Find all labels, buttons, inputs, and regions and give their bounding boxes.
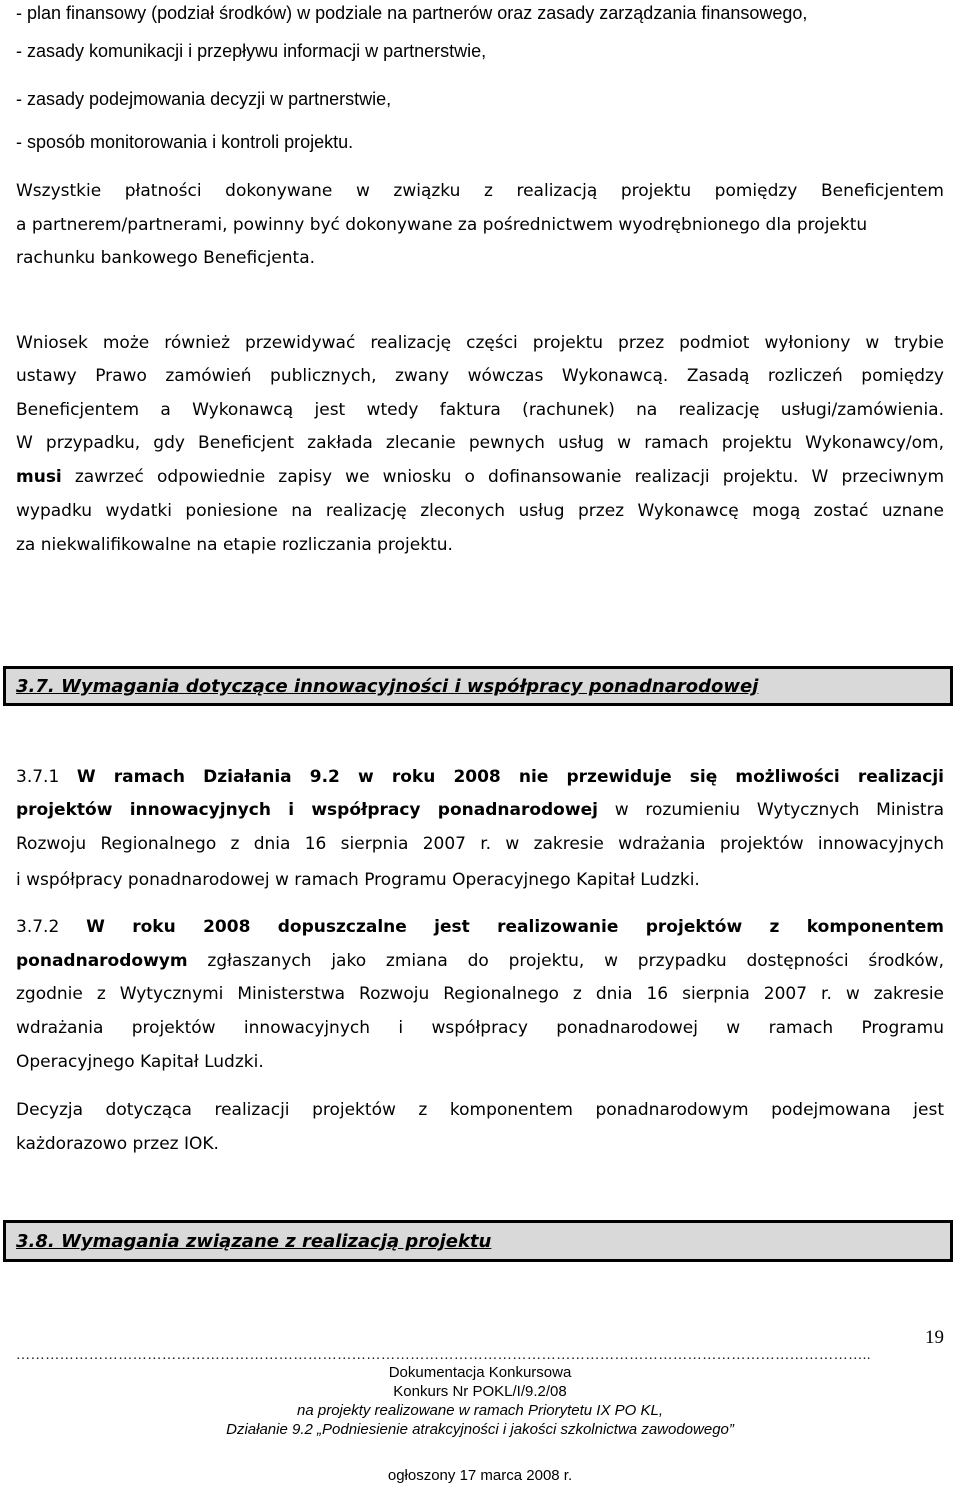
footer-line: Dokumentacja Konkursowa	[388, 1364, 572, 1381]
list-item: - zasady komunikacji i przepływu informacji w partnerstwie,	[16, 41, 487, 61]
footer-divider: …………………………………………………………………………………………………………………………………………………………..	[16, 1348, 871, 1363]
section-number: 3.7.1	[16, 767, 60, 787]
emphasis-text: W ramach Działania 9.2 w roku 2008 nie przewiduje się możliwości realizacji	[76, 767, 944, 787]
footer-line: Konkurs Nr POKL/I/9.2/08	[393, 1383, 567, 1400]
paragraph-line: i współpracy ponadnarodowej w ramach Programu Operacyjnego Kapitał Ludzki.	[16, 870, 700, 890]
paragraph-line: rachunku bankowego Beneficjenta.	[16, 248, 316, 268]
paragraph-line: Wniosek może również przewidywać realizację części projektu przez podmiot wyłoniony w trybie	[16, 333, 944, 353]
footer-line: na projekty realizowane w ramach Priorytetu IX PO KL,	[297, 1402, 663, 1419]
paragraph-text: zawrzeć odpowiednie zapisy we wniosku o dofinansowanie realizacji projektu. W przeciwnym	[61, 467, 944, 487]
paragraph-line: każdorazowo przez IOK.	[16, 1134, 219, 1154]
list-item: - zasady podejmowania decyzji w partnerstwie,	[16, 89, 392, 109]
paragraph-line	[16, 916, 944, 938]
paragraph-line	[16, 799, 944, 821]
paragraph-line	[16, 766, 944, 788]
paragraph-line: Rozwoju Regionalnego z dnia 16 sierpnia 2007 r. w zakresie wdrażania projektów innowacyjnych	[16, 834, 944, 854]
paragraph-line: a partnerem/partnerami, powinny być dokonywane za pośrednictwem wyodrębnionego dla projektu	[16, 215, 868, 235]
emphasis-text: musi	[16, 467, 62, 487]
paragraph-line: za niekwalifikowalne na etapie rozliczania projektu.	[16, 535, 453, 555]
emphasis-text: ponadnarodowym	[16, 951, 188, 971]
paragraph-line: Beneficjentem a Wykonawcą jest wtedy faktura (rachunek) na realizację usługi/zamówienia.	[16, 400, 944, 420]
paragraph-line: ustawy Prawo zamówień publicznych, zwany wówczas Wykonawcą. Zasadą rozliczeń pomiędzy	[16, 366, 944, 386]
paragraph-line: Decyzja dotycząca realizacji projektów z komponentem ponadnarodowym podejmowana jest	[16, 1100, 944, 1120]
footer-line: ogłoszony 17 marca 2008 r.	[387, 1467, 573, 1484]
paragraph-line: Operacyjnego Kapitał Ludzki.	[16, 1052, 264, 1072]
section-heading	[3, 666, 953, 706]
paragraph-line: W przypadku, gdy Beneficjent zakłada zlecanie pewnych usług w ramach projektu Wykonawcy/om,	[16, 433, 944, 453]
section-heading	[3, 1220, 953, 1262]
section-heading-text: 3.7. Wymagania dotyczące innowacyjności i współpracy ponadnarodowej	[16, 676, 759, 697]
paragraph-line	[16, 466, 944, 488]
paragraph-line	[16, 950, 944, 972]
paragraph-line: wdrażania projektów innowacyjnych i współpracy ponadnarodowej w ramach Programu	[16, 1018, 944, 1038]
page-number: 19	[925, 1327, 944, 1348]
list-item: - sposób monitorowania i kontroli projektu.	[16, 132, 354, 152]
emphasis-text: W roku 2008 dopuszczalne jest realizowanie projektów z komponentem	[86, 917, 944, 937]
section-number: 3.7.2	[16, 917, 60, 937]
footer-line: Działanie 9.2 „Podniesienie atrakcyjności i jakości szkolnictwa zawodowego”	[226, 1421, 734, 1438]
paragraph-line: zgodnie z Wytycznymi Ministerstwa Rozwoju Regionalnego z dnia 16 sierpnia 2007 r. w zakresie	[16, 984, 944, 1004]
section-heading-text: 3.8. Wymagania związane z realizacją projektu	[16, 1231, 492, 1252]
paragraph-text: zgłaszanych jako zmiana do projektu, w przypadku dostępności środków,	[187, 951, 944, 971]
paragraph-line: wypadku wydatki poniesione na realizację zleconych usług przez Wykonawcę mogą zostać uznane	[16, 501, 944, 521]
paragraph-text: w rozumieniu Wytycznych Ministra	[597, 800, 945, 820]
list-item: - plan finansowy (podział środków) w podziale na partnerów oraz zasady zarządzania finansowego,	[16, 3, 808, 23]
emphasis-text: projektów innowacyjnych i współpracy ponadnarodowej	[16, 800, 598, 820]
paragraph-line: Wszystkie płatności dokonywane w związku z realizacją projektu pomiędzy Beneficjentem	[16, 181, 944, 201]
